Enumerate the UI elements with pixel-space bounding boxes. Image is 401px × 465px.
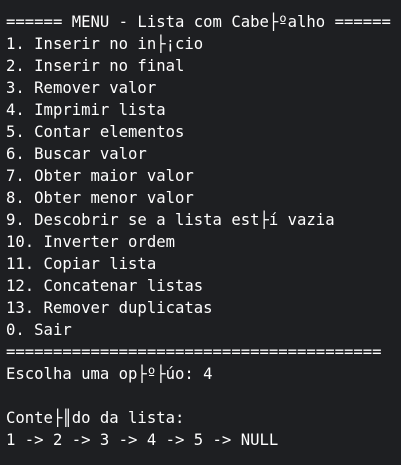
blank-line (6, 385, 401, 407)
menu-item-is-empty: 9. Descobrir se a lista est├í vazia (6, 211, 335, 229)
menu-header: ====== MENU - Lista com Cabe├ºalho ====== (6, 13, 391, 31)
menu-item-max-value: 7. Obter maior valor (6, 167, 194, 185)
menu-item-search-value: 6. Buscar valor (6, 145, 147, 163)
menu-item-min-value: 8. Obter menor valor (6, 189, 194, 207)
list-content-output: 1 -> 2 -> 3 -> 4 -> 5 -> NULL (6, 431, 279, 449)
list-content-label: Conte├║do da lista: (6, 409, 185, 427)
menu-divider: ======================================== (6, 343, 382, 361)
menu-item-insert-start: 1. Inserir no in├¡cio (6, 35, 204, 53)
menu-item-reverse-order: 10. Inverter ordem (6, 233, 175, 251)
menu-item-print-list: 4. Imprimir lista (6, 101, 166, 119)
menu-item-exit: 0. Sair (6, 321, 72, 339)
menu-item-copy-list: 11. Copiar lista (6, 255, 157, 273)
menu-item-count-elements: 5. Contar elementos (6, 123, 185, 141)
choice-prompt: Escolha uma op├º├úo: 4 (6, 365, 213, 383)
menu-item-remove-duplicates: 13. Remover duplicatas (6, 299, 213, 317)
menu-item-remove-value: 3. Remover valor (6, 79, 157, 97)
menu-item-concatenate-lists: 12. Concatenar listas (6, 277, 204, 295)
menu-item-insert-end: 2. Inserir no final (6, 57, 185, 75)
